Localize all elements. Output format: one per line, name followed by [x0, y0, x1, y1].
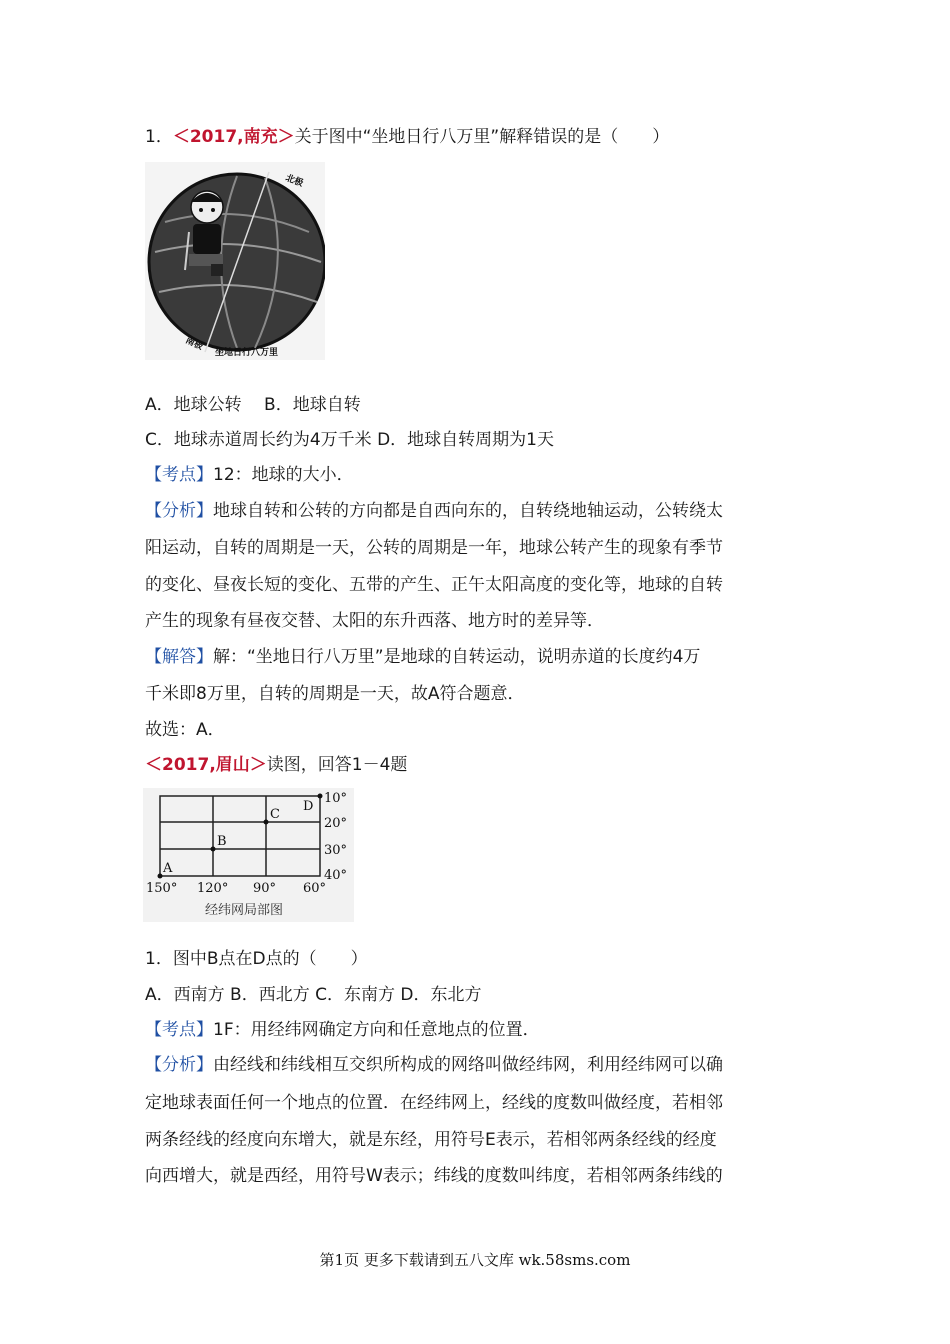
q2-kaodian	[145, 1020, 540, 1040]
q1-answer: 故选：A．	[145, 720, 225, 740]
lon-label-120: 120°	[197, 881, 229, 896]
group2-source-tag: ＜2017,眉山＞	[145, 755, 267, 775]
lat-label-10: 10°	[324, 791, 348, 806]
q1-fenxi-line4: 产生的现象有昼夜交替、太阳的东升西落、地方时的差异等．	[145, 611, 604, 631]
lon-label-150: 150°	[146, 881, 178, 896]
fenxi-text: 地球自转和公转的方向都是自西向东的，自转绕地轴运动，公转绕太	[213, 501, 723, 521]
q2-fenxi-line1	[145, 1055, 723, 1075]
q1-stem-line	[145, 127, 669, 147]
kaodian-text: 1F：用经纬网确定方向和任意地点的位置．	[213, 1020, 540, 1040]
globe-illustration	[145, 162, 325, 360]
q1-source-tag: ＜2017,南充＞	[172, 127, 295, 147]
page-footer: 第1页 更多下载请到五八文库 wk.58sms.com	[319, 1251, 631, 1269]
group2-heading	[145, 755, 407, 775]
q1-fenxi-line3: 的变化、昼夜长短的变化、五带的产生、正午太阳高度的变化等，地球的自转	[145, 575, 723, 595]
jieda-tag: 【解答】	[145, 647, 213, 667]
q1-options-line2: C．地球赤道周长约为4万千米 D．地球自转周期为1天	[145, 430, 554, 450]
lat-label-30: 30°	[324, 843, 348, 858]
globe-figure	[145, 162, 325, 360]
jieda-text: 解：“坐地日行八万里”是地球的自转运动，说明赤道的长度约4万	[213, 647, 701, 667]
grid-figure	[143, 788, 354, 922]
kaodian-tag: 【考点】	[145, 1020, 213, 1040]
q2-fenxi-line3: 两条经线的经度向东增大，就是东经，用符号E表示，若相邻两条经线的经度	[145, 1130, 717, 1150]
q1-stem: 关于图中“坐地日行八万里”解释错误的是（ ）	[294, 127, 670, 147]
lon-label-90: 90°	[253, 881, 277, 896]
q1-options-line1: A．地球公转 B．地球自转	[145, 395, 361, 415]
fenxi-tag: 【分析】	[145, 1055, 213, 1075]
q1-jieda-line1	[145, 647, 700, 667]
grid-caption: 经纬网局部图	[205, 903, 284, 918]
lat-lon-grid	[143, 788, 354, 922]
globe-south-label: 南极	[183, 335, 205, 353]
q2-stem: 图中B点在D点的（ ）	[172, 949, 368, 969]
kaodian-text: 12：地球的大小．	[213, 465, 354, 485]
point-b-label: B	[217, 834, 227, 849]
fenxi-text: 由经线和纬线相互交织所构成的网络叫做经纬网，利用经纬网可以确	[213, 1055, 723, 1075]
globe-north-label: 北极	[283, 173, 305, 189]
q1-kaodian	[145, 465, 354, 485]
q1-fenxi-line2: 阳运动，自转的周期是一天，公转的周期是一年，地球公转产生的现象有季节	[145, 538, 723, 558]
point-d-label: D	[303, 799, 314, 814]
q1-jieda-line2: 千米即8万里，自转的周期是一天，故A符合题意．	[145, 684, 525, 704]
q2-stem-line	[145, 949, 368, 969]
kaodian-tag: 【考点】	[145, 465, 213, 485]
q2-fenxi-line4: 向西增大，就是西经，用符号W表示；纬线的度数叫纬度，若相邻两条纬线的	[145, 1166, 723, 1186]
q2-options: A．西南方 B．西北方 C．东南方 D．东北方	[145, 985, 482, 1005]
q1-number: 1．	[145, 127, 173, 147]
lat-label-40: 40°	[324, 868, 348, 883]
lon-label-60: 60°	[303, 881, 327, 896]
point-c-label: C	[270, 807, 280, 822]
point-a-label: A	[163, 861, 173, 876]
q2-fenxi-line2: 定地球表面任何一个地点的位置．在经纬网上，经线的度数叫做经度，若相邻	[145, 1093, 723, 1113]
group2-intro: 读图，回答1－4题	[266, 755, 408, 775]
globe-caption: 坐地日行八万里	[215, 348, 279, 358]
fenxi-tag: 【分析】	[145, 501, 213, 521]
lat-label-20: 20°	[324, 816, 348, 831]
q1-fenxi-line1	[145, 501, 723, 521]
q2-number: 1．	[145, 949, 173, 969]
